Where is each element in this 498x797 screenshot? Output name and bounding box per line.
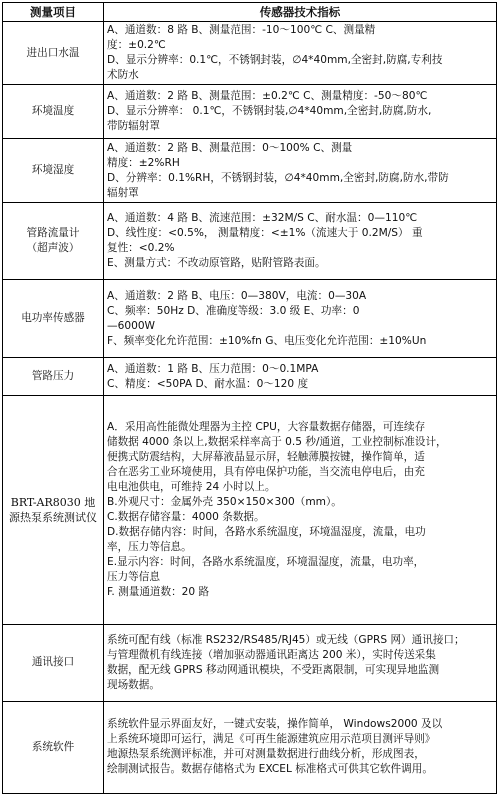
spec-line: 带防辐射罩: [107, 120, 160, 133]
row-spec-text: [104, 396, 497, 625]
spec-line: 精度：±2%RH: [107, 156, 180, 169]
table-row: [3, 279, 497, 357]
spec-line: 系统软件显示界面友好，一键式安装，操作简单， Windows2000 及以: [107, 718, 443, 731]
row-spec-text: [104, 701, 497, 793]
spec-line: —6000W: [107, 319, 156, 332]
row-spec-text: [104, 625, 497, 701]
spec-line: 与管理微机有线连接（增加驱动器通讯距离达 200 米），实时传送采集: [107, 648, 436, 661]
spec-line: 率，压力等信息。: [107, 541, 192, 554]
spec-line: A、通道数：2 路 B、电压：0—380V，电流：0—30A: [107, 289, 367, 302]
spec-line: C.数据存储容量：4000 条数据。: [107, 511, 265, 524]
spec-line: 数据，配无线 GPRS 移动网通讯模块，不受距离限制，可实现异地监测: [107, 663, 440, 676]
row-item-label: [3, 202, 104, 279]
item-text: BRT-AR8030 地源热泵系统测试仪: [9, 496, 97, 525]
table-row: [3, 625, 497, 701]
table-row: [3, 701, 497, 793]
row-item-label: [3, 279, 104, 357]
row-item-label: [3, 139, 104, 202]
spec-line: B.外观尺寸：金属外壳 350×150×300（mm）。: [107, 496, 342, 509]
item-text: 系统软件: [31, 740, 75, 753]
table-header-row: [3, 3, 497, 22]
spec-line: 复性：<0.2%: [107, 241, 175, 254]
row-spec-text: [104, 358, 497, 396]
spec-line: 便携式防震结构，大屏幕液晶显示屏，轻触薄膜按键，操作简单，适: [107, 451, 425, 464]
table-row: [3, 396, 497, 625]
spec-line: 压力等信息: [107, 571, 160, 584]
spec-line: 上系统环境即可运行，满足《可再生能源建筑应用示范项目测评导则》: [107, 733, 436, 746]
spec-line: D、显示分辨率： 0.1℃，不锈钢封装,∅4*40mm,全密封,防腐,防水,: [107, 105, 432, 118]
table-row: [3, 22, 497, 85]
spec-line: A、通道数：4 路 B、流速范围：±32M/S C、耐水温：0—110℃: [107, 211, 418, 224]
header-spec: 传感器技术指标: [104, 3, 497, 22]
item-text: 通讯接口: [31, 656, 75, 669]
item-text: （超声波）: [26, 241, 80, 254]
row-item-label: [3, 358, 104, 396]
spec-line: 电电池供电，可维持 24 小时以上。: [107, 481, 276, 494]
sensor-spec-table: [2, 2, 497, 794]
row-spec-text: [104, 85, 497, 139]
row-spec-text: [104, 202, 497, 279]
spec-line: 地源热泵系统测评标准，并可对测量数据进行曲线分析，形成图表，: [107, 748, 425, 761]
row-spec-text: [104, 139, 497, 202]
spec-line: F、频率变化允许范围：±10%fn G、电压变化允许范围：±10%Un: [107, 334, 427, 347]
table-body: [3, 22, 497, 794]
spec-line: 绘制测试报告。数据存储格式为 EXCEL 标准格式可供其它软件调用。: [107, 763, 433, 776]
row-item-label: [3, 396, 104, 625]
row-item-label: [3, 701, 104, 793]
row-item-label: [3, 22, 104, 85]
table-row: [3, 85, 497, 139]
item-text: 进出口水温: [26, 46, 80, 59]
spec-line: 现场数据。: [107, 678, 160, 691]
row-item-label: [3, 625, 104, 701]
table-row: [3, 202, 497, 279]
spec-line: D.数据存储内容：时间，各路水系统温度，环境温湿度，流量，电功: [107, 526, 426, 539]
spec-line: 系统可配有线（标准 RS232/RS485/RJ45）或无线（GPRS 网）通讯接口；: [107, 633, 465, 646]
table-row: [3, 358, 497, 396]
row-spec-text: [104, 279, 497, 357]
table-row: [3, 139, 497, 202]
row-spec-text: [104, 22, 497, 85]
spec-line: D、线性度：<0.5%， 测量精度：<±1%（流速大于 0.2M/S） 重: [107, 226, 423, 239]
item-text: 环境湿度: [31, 164, 75, 177]
spec-line: F. 测量通道数：20 路: [107, 586, 210, 599]
spec-line: E.显示内容：时间，各路水系统温度，环境温湿度，流量，电功率，: [107, 556, 425, 569]
spec-line: C、精度：<50PA D、耐水温：0～120 度: [107, 377, 309, 390]
spec-line: 合在恶劣工业环境使用，具有停电保护功能，当交流电停电后，由充: [107, 466, 425, 479]
spec-line: 度：±0.2℃: [107, 39, 166, 52]
spec-line: A、通道数：2 路 B、测量范围：±0.2℃ C、测量精度：-50～80℃: [107, 90, 428, 103]
header-item: 测量项目: [3, 3, 104, 22]
row-item-label: [3, 85, 104, 139]
spec-line: A、通道数：8 路 B、测量范围：-10～100℃ C、测量精: [107, 24, 376, 37]
spec-line: 储数据 4000 条以上,数据采样率高于 0.5 秒/通道，工业控制标准设计，: [107, 436, 447, 449]
item-text: 管路压力: [31, 370, 75, 383]
spec-line: A．采用高性能微处理器为主控 CPU，大容量数据存储器，可连续存: [107, 421, 426, 434]
item-text: 电功率传感器: [21, 312, 85, 325]
spec-line: A、通道数：2 路 B、测量范围：0～100% C、测量: [107, 141, 353, 154]
spec-line: D、显示分辨率：0.1℃，不锈钢封装，∅4*40mm,全密封,防腐,专利技: [107, 54, 443, 67]
spec-line: 辐射罩: [107, 186, 139, 199]
spec-line: 术防水: [107, 69, 139, 82]
spec-line: E、测量方式：不改动原管路，贴附管路表面。: [107, 256, 326, 269]
spec-line: A、通道数：1 路 B、压力范围：0～0.1MPA: [107, 362, 319, 375]
item-text: 环境温度: [31, 105, 75, 118]
spec-line: C、频率：50Hz D、准确度等级：3.0 级 E、功率：0: [107, 304, 360, 317]
item-text: 管路流量计: [26, 226, 80, 239]
spec-line: D、分辨率：0.1%RH，不锈钢封装，∅4*40mm,全密封,防腐,防水,带防: [107, 171, 449, 184]
